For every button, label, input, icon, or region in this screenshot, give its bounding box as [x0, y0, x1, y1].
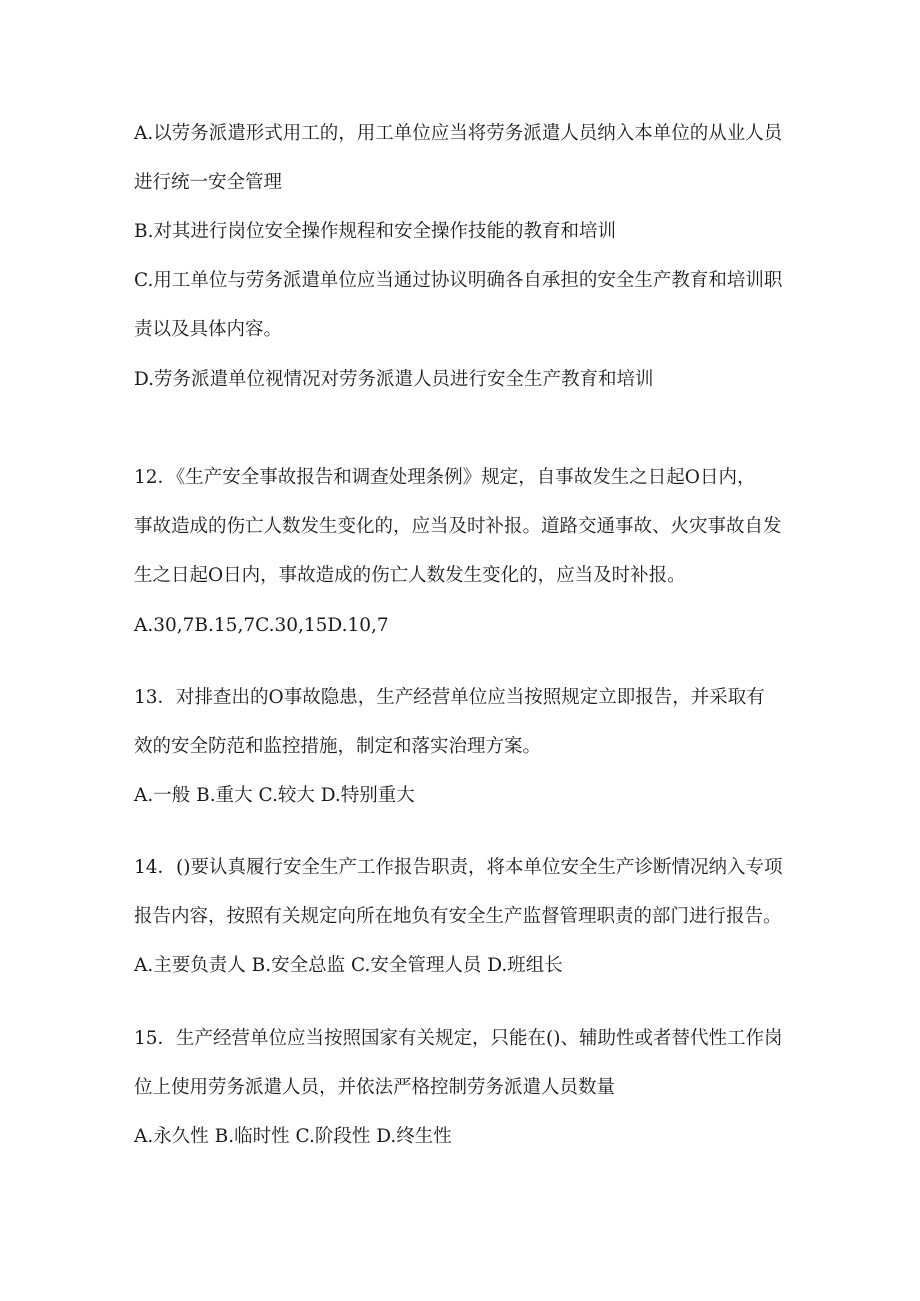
question-14-line1: 14．()要认真履行安全生产工作报告职责，将本单位安全生产诊断情况纳入专项	[134, 857, 783, 878]
option-b-q11: B.对其进行岗位安全操作规程和安全操作技能的教育和培训	[134, 221, 616, 242]
question-13-line1: 13．对排查出的O事故隐患，生产经营单位应当按照规定立即报告，并采取有	[134, 687, 765, 708]
question-12-line3: 生之日起O日内，事故造成的伤亡人数发生变化的，应当及时补报。	[134, 565, 686, 586]
option-d-q11: D.劳务派遣单位视情况对劳务派遣人员进行安全生产教育和培训	[134, 369, 654, 390]
question-14-line2: 报告内容，按照有关规定向所在地负有安全生产监督管理职责的部门进行报告。	[134, 906, 782, 927]
question-12-line2: 事故造成的伤亡人数发生变化的，应当及时补报。道路交通事故、火灾事故自发	[134, 516, 782, 537]
question-15-options: A.永久性 B.临时性 C.阶段性 D.终生性	[134, 1126, 452, 1147]
question-13-options: A.一般 B.重大 C.较大 D.特别重大	[134, 785, 415, 806]
option-c-q11-line1: C.用工单位与劳务派遣单位应当通过协议明确各自承担的安全生产教育和培训职	[134, 270, 783, 291]
option-c-q11-line2: 责以及具体内容。	[134, 319, 283, 340]
question-15-line2: 位上使用劳务派遣人员，并依法严格控制劳务派遣人员数量	[134, 1077, 616, 1098]
option-a-q11-line2: 进行统一安全管理	[134, 172, 283, 193]
question-13-line2: 效的安全防范和监控措施，制定和落实治理方案。	[134, 736, 542, 757]
question-12-options: A.30,7B.15,7C.30,15D.10,7	[134, 615, 389, 636]
option-a-q11-line1: A.以劳务派遣形式用工的，用工单位应当将劳务派遣人员纳入本单位的从业人员	[134, 123, 783, 144]
question-12-line1: 12．《生产安全事故报告和调查处理条例》规定，自事故发生之日起O日内，	[134, 467, 756, 488]
question-14-options: A.主要负责人 B.安全总监 C.安全管理人员 D.班组长	[134, 955, 563, 976]
question-15-line1: 15．生产经营单位应当按照国家有关规定，只能在()、辅助性或者替代性工作岗	[134, 1028, 783, 1049]
